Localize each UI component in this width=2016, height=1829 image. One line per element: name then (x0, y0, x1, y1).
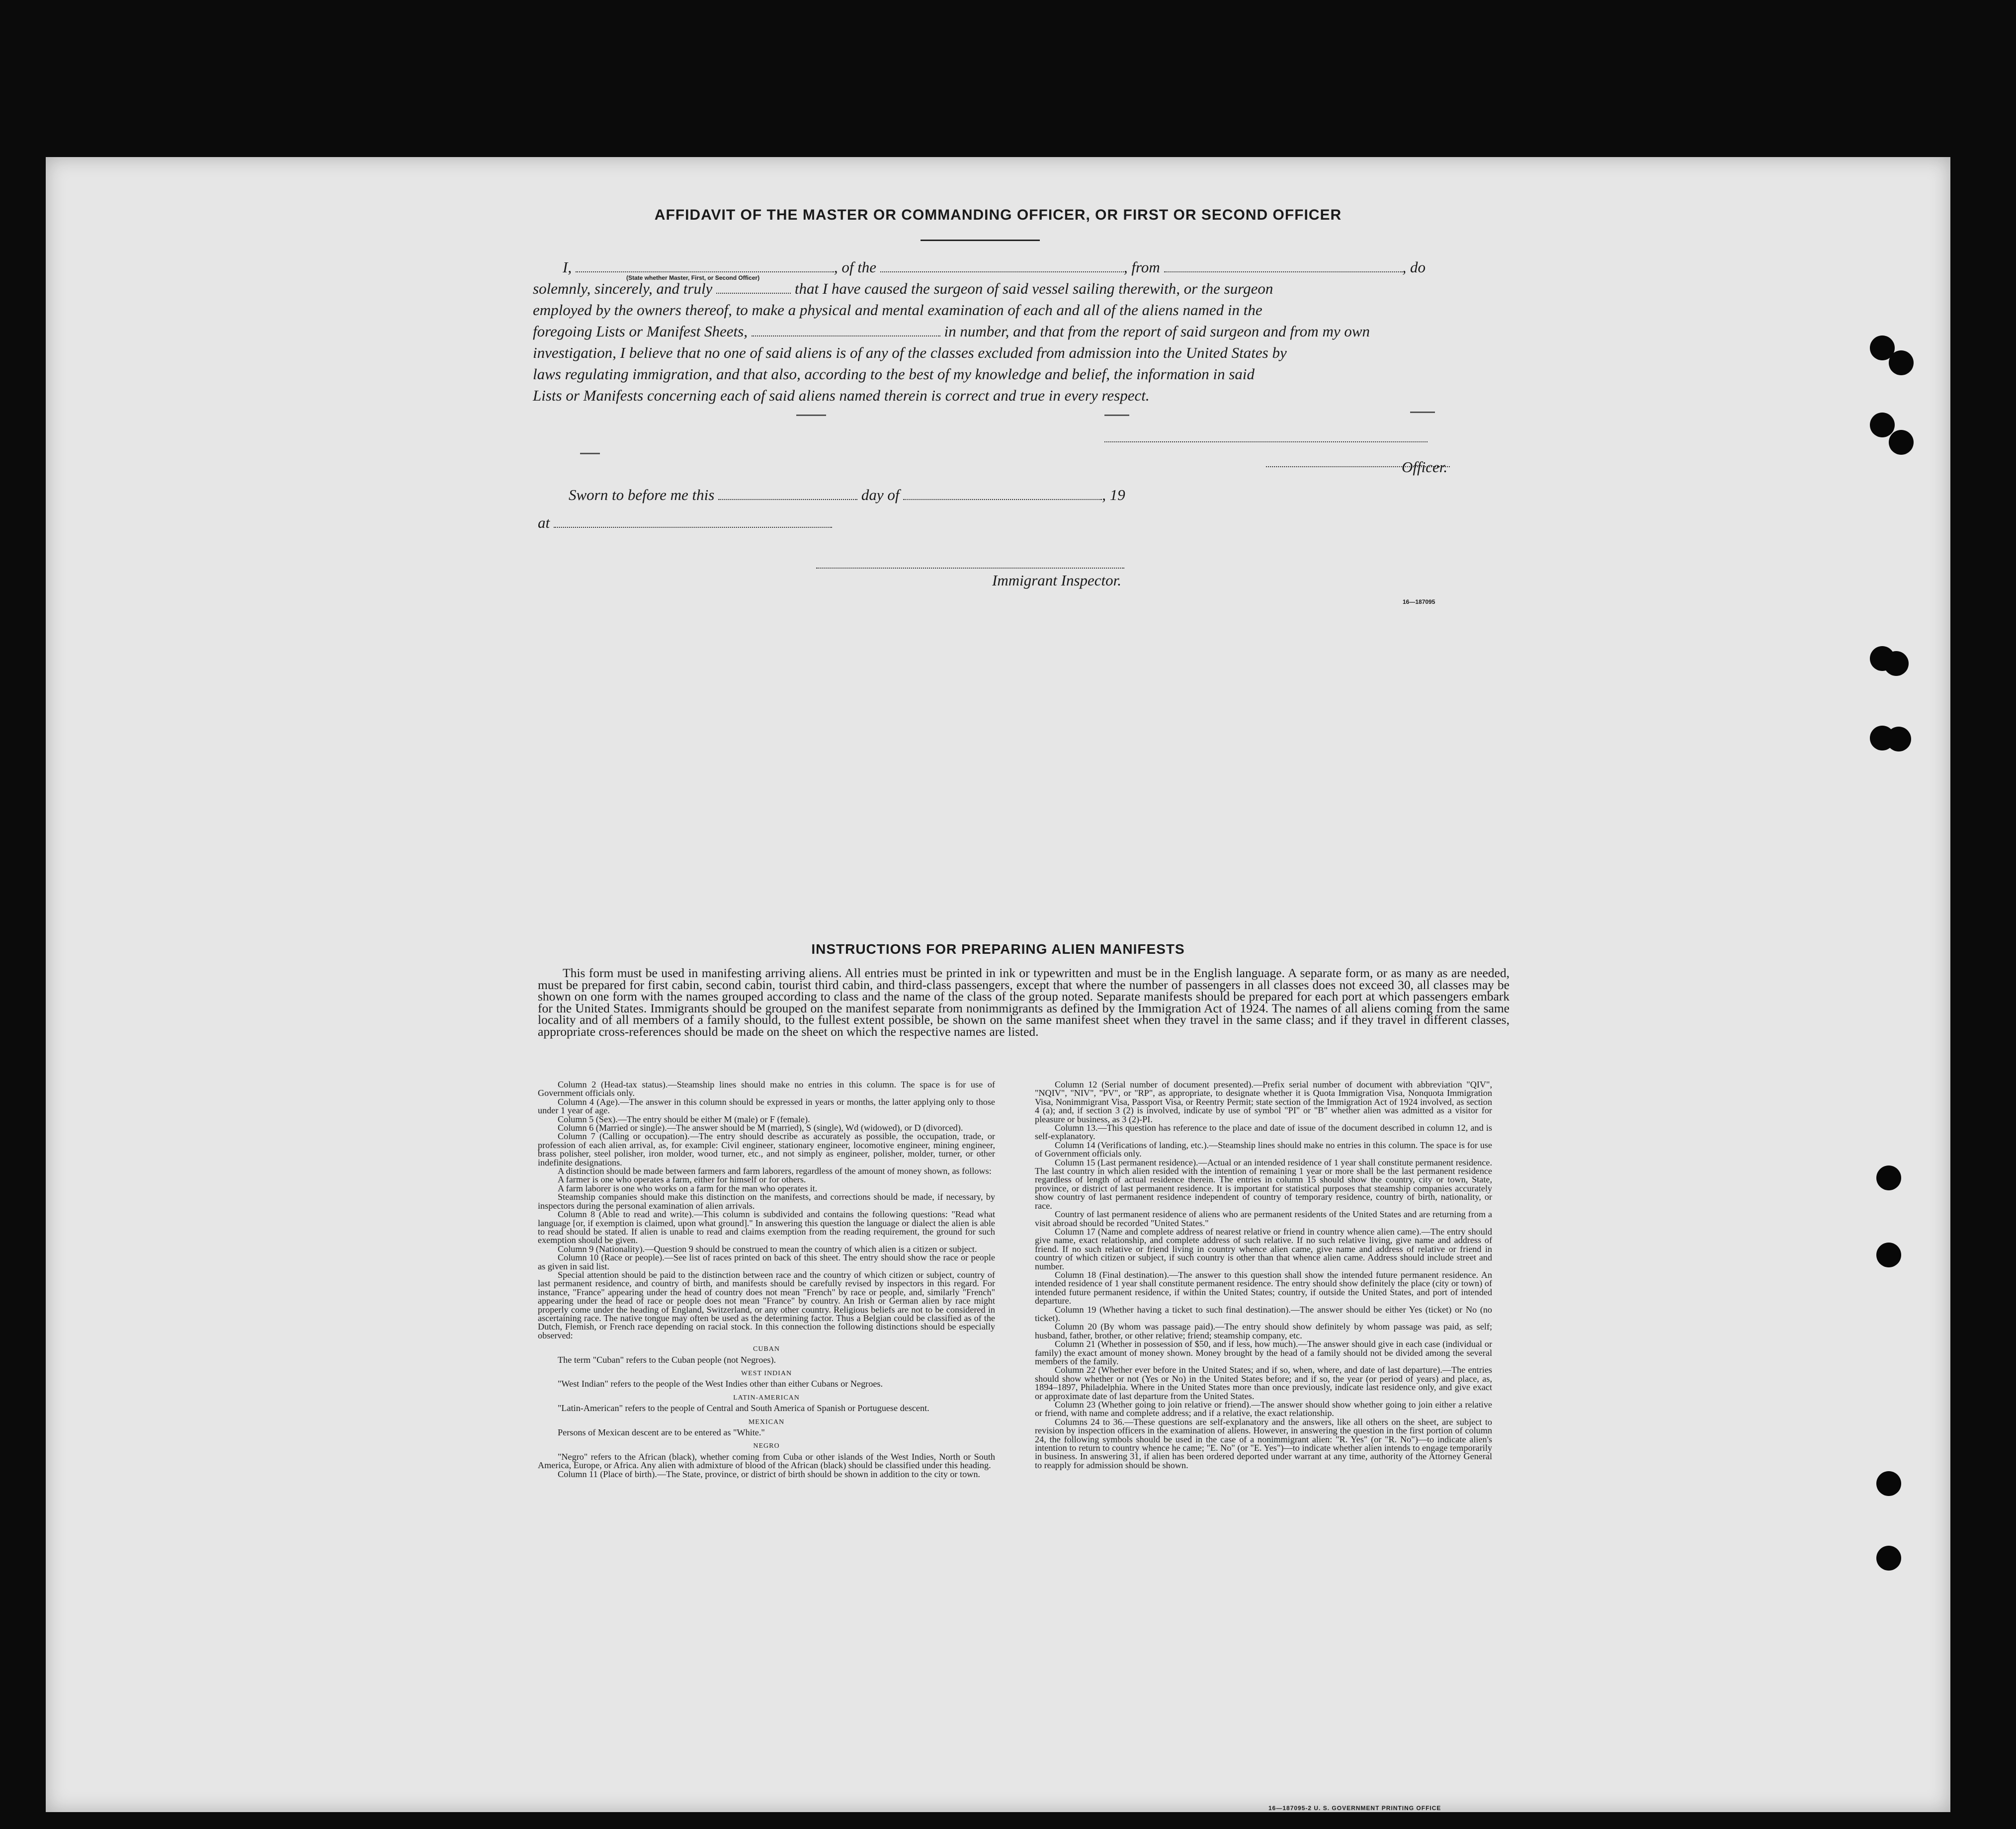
punch-hole (1889, 350, 1914, 375)
officer-label: Officer. (1402, 458, 1448, 476)
instruction-paragraph: Column 21 (Whether in possession of $50, and if less, how much).—The answer should give in each case (individual or family) the exact amount of money shown. Money brought by the head of a family should not be divided among the several members of the family. (1035, 1339, 1492, 1366)
affidavit-line-7: Lists or Manifests concerning each of said aliens named therein is correct and true in every respect. (533, 387, 1150, 404)
signature-line[interactable] (1104, 441, 1428, 442)
sworn-line: Sworn to before me this day of , 19 (569, 486, 1125, 503)
instructions-left-column (538, 1081, 995, 1479)
instruction-paragraph: Column 4 (Age).—The answer in this column should be expressed in years or months, the latter applying only to those under 1 year of age. (538, 1096, 995, 1116)
instruction-paragraph: Column 12 (Serial number of document presented).—Prefix serial number of document with abbreviation "QIV", "NQIV", "NIV", "PV", or "RP", as appropriate, to designate whether it is Quota Immigration Visa, Nonquota Immigration Visa, Nonimmigrant Visa, Passport Visa, or Reentry Permit; state section of the Immigration Act of 1924 involved, as section 4 (a); and, if section 3 (2) is involved, indicate by use of symbol "PI" or "B" whether alien was admitted as a visitor for pleasure or business, as 3 (2)-PI. (1035, 1080, 1492, 1124)
ink-speck (796, 415, 826, 416)
instructions-intro: This form must be used in manifesting arriving aliens. All entries must be printed in ink or typewritten and must be in the English language. A separate form, or as many as are needed, must be prepared for first cabin, second cabin, tourist third cabin, and third-class passengers, except that where the number of passengers in all classes does not exceed 30, all classes may be shown on one form with the names grouped according to class and the name of the class of the group noted. Separate manifests should be prepared for each port at which passengers embark for the United States. Immigrants should be grouped on the manifest separate from nonimmigrants as defined by the Immigration Act of 1924. The names of all aliens coming from the same locality and of all members of a family should, to the fullest extent possible, be shown on the same manifest sheet when they travel in the same class; and if they travel in different classes, appropriate cross-references should be made on the sheet on which the respective names are listed. (538, 966, 1510, 1039)
vessel-name-field[interactable] (880, 260, 1124, 272)
inspector-signature-line[interactable] (816, 568, 1124, 569)
officer-rank-field[interactable] (576, 260, 834, 272)
mexican-text: Persons of Mexican descent are to be entered as "White." (558, 1427, 765, 1438)
cuban-text: The term "Cuban" refers to the Cuban people (not Negroes). (558, 1354, 776, 1365)
punch-hole (1889, 430, 1914, 455)
instruction-paragraph: Steamship companies should make this distinction on the manifests, and corrections should be made, if necessary, by inspectors during the personal examination of alien arrivals. (538, 1192, 995, 1211)
mexican-heading: MEXICAN (748, 1418, 785, 1426)
negro-text: "Negro" refers to the African (black), whether coming from Cuba or other islands of the West Indies, North or South America, Europe, or Africa. Any alien with admixture of blood of the African (black) should be classified under this heading. (538, 1451, 995, 1471)
punch-hole (1886, 727, 1911, 751)
instruction-paragraph: Column 15 (Last permanent residence).—Actual or an intended residence of 1 year shall constitute permanent residence. The last country in which alien resided with the intention of remaining 1 year or more shall be the last permanent residence regardless of length of actual residence therein. The entries in column 15 should show the country, city or town, State, province, or district of last permanent residence. It is important for statistical purposes that steamship companies accurately show country of last permanent residence independent of country of temporary residence, country of birth, nationality, or race. (1035, 1157, 1492, 1211)
inspector-label: Immigrant Inspector. (992, 572, 1122, 589)
printing-office-note: 16—187095-2 U. S. GOVERNMENT PRINTING OFFICE (1268, 1805, 1441, 1812)
west-indian-heading: WEST INDIAN (741, 1370, 792, 1377)
instruction-paragraph: Column 23 (Whether going to join relative or friend).—The answer should show whether going to join either a relative or friend, with name and complete address; and if a relative, the exact relationship. (1035, 1400, 1492, 1418)
instruction-paragraph: Columns 24 to 36.—These questions are self-explanatory and the answers, like all others on the sheet, are subject to revision by inspection officers in the examination of aliens. However, in answering the question in the first portion of column 24, the following symbols should be used in the case of a nonimmigrant alien: "R. Yes" (or "R. No")—to indicate alien's intention to return to country whence he came; "E. No" (or "E. Yes")—to indicate whether alien intends to engage temporarily in business. In answering 31, if alien has been ordered deported under warrant at any time, authority of the Attorney General to reapply for admission should be shown. (1035, 1416, 1492, 1470)
instruction-paragraph: Column 19 (Whether having a ticket to such final destination).—The answer should be either Yes (ticket) or No (no ticket). (1035, 1304, 1492, 1323)
instructions-title: INSTRUCTIONS FOR PREPARING ALIEN MANIFESTS (811, 941, 1185, 957)
affidavit-line-4: foregoing Lists or Manifest Sheets, in number, and that from the report of said surgeon and from my own (533, 323, 1370, 340)
instruction-paragraph: Column 17 (Name and complete address of nearest relative or friend in country whence alien came).—The entry should give name, exact relationship, and complete address of such relative. If no such relative living, give name and address of friend. If no such relative or friend living in country whence alien came, give name and address of relative or friend in country of which citizen or subject, if such country is other than that whence alien came. Address should include street and number. (1035, 1226, 1492, 1271)
affidavit-line-3: employed by the owners thereof, to make a physical and mental examination of each and all of the aliens named in the (533, 301, 1262, 319)
west-indian-text: "West Indian" refers to the people of the West Indies other than either Cubans or Negroes. (558, 1379, 883, 1389)
state-rank-note: (State whether Master, First, or Second Officer) (626, 274, 760, 281)
affidavit-line-5: investigation, I believe that no one of said aliens is of any of the classes excluded from admission into the United States by (533, 344, 1287, 361)
affidavit-line-6: laws regulating immigration, and that also, according to the best of my knowledge and belief, the information in said (533, 365, 1255, 383)
instruction-paragraph: Column 14 (Verifications of landing, etc.).—Steamship lines should make no entries in this column. The space is for use of Government officials only. (1035, 1140, 1492, 1159)
instruction-paragraph: Special attention should be paid to the distinction between race and the country of which citizen or subject, country of last permanent residence, and country of birth, and manifests should be carefully revised by inspectors in this regard. For instance, "France" appearing under the head of country does not mean "French" by race or people, and, similarly "French" appearing under the head of race or people does not mean "France" by country. An Irish or German alien by race might properly come under the heading of England, Switzerland, or any other country. Religious beliefs are not to be considered in ascertaining race. The native tongue may often be used as the determining factor. Thus a Belgian could be classified as of the Dutch, Flemish, or French race depending on racial stock. In this connection the following distinctions should be especially observed: (538, 1269, 995, 1340)
cuban-heading: CUBAN (753, 1345, 780, 1353)
instructions-right-column (1035, 1081, 1492, 1470)
punch-hole (1876, 1165, 1901, 1190)
punch-hole (1876, 1546, 1901, 1571)
punch-hole (1876, 1471, 1901, 1496)
instruction-paragraph: Column 20 (By whom was passage paid).—The entry should show definitely by whom passage was paid, as self; husband, father, brother, or other relative; friend; steamship company, etc. (1035, 1322, 1492, 1340)
latin-american-text: "Latin-American" refers to the people of Central and South America of Spanish or Portuguese descent. (558, 1403, 929, 1413)
instruction-paragraph: Column 9 (Nationality).—Question 9 should be construed to mean the country of which alien is a citizen or subject. (558, 1244, 977, 1254)
instruction-paragraph: Column 22 (Whether ever before in the United States; and if so, when, where, and date of last departure).—The entries should show whether or not (Yes or No) in the United States before; and if so, the year (or period of years) and place, as, 1894–1897, Philadelphia. Where in the United States more than once previously, indicate last residence only, and give exact or approximate date of last departure from the United States. (1035, 1365, 1492, 1401)
punch-hole (1884, 651, 1909, 676)
instruction-paragraph: Column 5 (Sex).—The entry should be either M (male) or F (female). (558, 1114, 810, 1124)
at-line: at (538, 514, 832, 532)
sworn-day-field[interactable] (718, 488, 857, 500)
form-number: 16—187095 (1403, 598, 1435, 605)
ink-speck (1410, 412, 1435, 413)
affidavit-line-2: solemnly, sincerely, and truly that I have caused the surgeon of said vessel sailing therewith, or the surgeon (533, 280, 1273, 297)
oath-field[interactable] (716, 282, 791, 294)
instruction-paragraph: Column 13.—This question has reference to the place and date of issue of the document described in column 12, and is self-explanatory. (1035, 1123, 1492, 1142)
instruction-paragraph: Column 2 (Head-tax status).—Steamship lines should make no entries in this column. The space is for use of Government officials only. (538, 1080, 995, 1098)
affidavit-title: AFFIDAVIT OF THE MASTER OR COMMANDING OFFICER, OR FIRST OR SECOND OFFICER (654, 207, 1342, 223)
instruction-paragraph: Column 18 (Final destination).—The answer to this question shall show the intended future permanent residence. An intended residence of 1 year shall constitute permanent residence. The entry should show definitely the place (city or town) of intended future permanent residence, if within the United States; country, if outside the United States, and port of intended departure. (1035, 1269, 1492, 1306)
affidavit-line-1: I, , of the , from , do (563, 258, 1426, 276)
punch-hole (1870, 413, 1895, 437)
title-rule (921, 240, 1040, 241)
ink-speck (1104, 415, 1129, 416)
instruction-paragraph: Column 6 (Married or single).—The answer should be M (married), S (single), Wd (widowed), or D (divorced). (558, 1123, 963, 1133)
instruction-paragraph: Column 7 (Calling or occupation).—The entry should describe as accurately as possible, the occupation, trade, or profession of each alien arrival, as, for example: Civil engineer, stationary engineer, locomotive engineer, mining engineer, brass polisher, steel polisher, iron molder, wood turner, etc., and not simply as engineer, polisher, molder, turner, or other indefinite designations. (538, 1131, 995, 1167)
punch-hole (1876, 1243, 1901, 1267)
instruction-paragraph: Column 8 (Able to read and write).—This column is subdivided and contains the following questions: "Read what language [or, if exemption is claimed, upon what ground]." In answering this question the language or dialect the alien is able to read should be stated. If alien is unable to read and claims exemption from the reading requirement, the ground for such exemption should be given. (538, 1209, 995, 1246)
instruction-paragraph: A farm laborer is one who works on a farm for the man who operates it. (558, 1183, 818, 1193)
negro-heading: NEGRO (753, 1442, 780, 1450)
alien-count-field[interactable] (752, 325, 940, 336)
instruction-paragraph: Country of last permanent residence of aliens who are permanent residents of the United States and are returning from a visit abroad should be recorded "United States." (1035, 1209, 1492, 1228)
latin-american-heading: LATIN-AMERICAN (733, 1394, 800, 1402)
column-11-text: Column 11 (Place of birth).—The State, province, or district of birth should be shown in addition to the city or town. (558, 1469, 980, 1479)
ink-speck (580, 453, 600, 454)
manifest-sheet (46, 157, 1950, 1812)
sworn-month-field[interactable] (903, 488, 1102, 500)
at-place-field[interactable] (554, 516, 832, 528)
instruction-paragraph: Column 10 (Race or people).—See list of races printed on back of this sheet. The entry should show the race or people as given in said list. (538, 1252, 995, 1271)
instruction-paragraph: A farmer is one who operates a farm, either for himself or for others. (558, 1174, 806, 1185)
port-from-field[interactable] (1164, 260, 1403, 272)
instruction-paragraph: A distinction should be made between farmers and farm laborers, regardless of the amount of money shown, as follows: (558, 1166, 992, 1176)
